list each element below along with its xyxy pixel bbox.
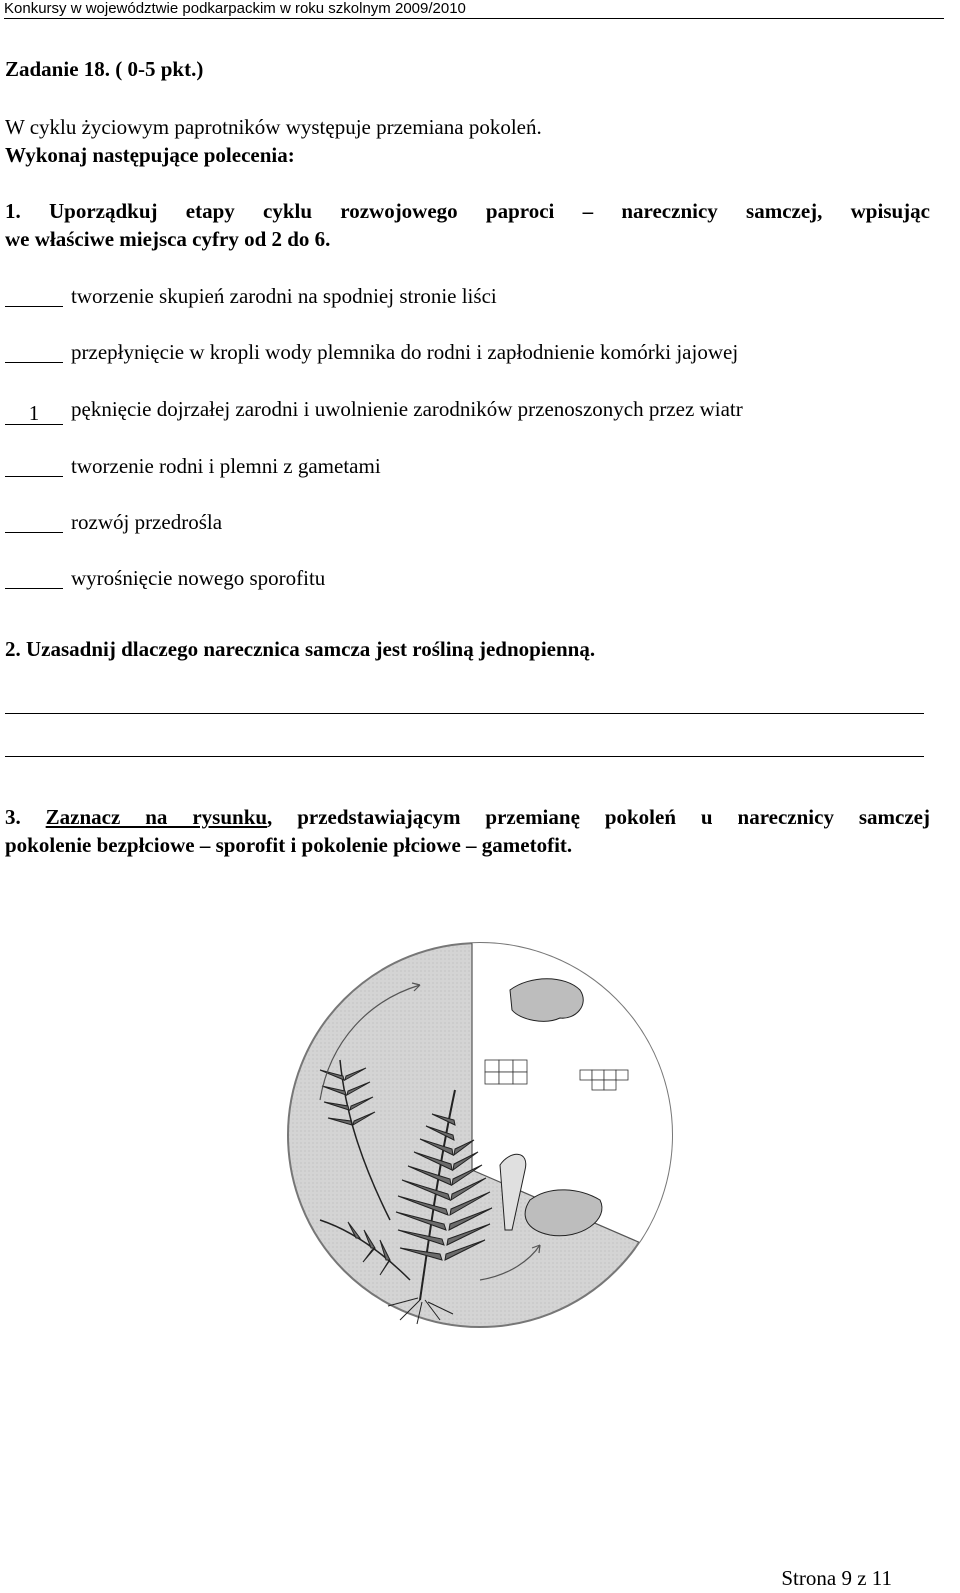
q3-prompt-line2: pokolenie bezpłciowe – sporofit i pokolenie płciowe – gametofit. (5, 833, 573, 857)
list-item-text: przepłynięcie w kropli wody plemnika do rodni i zapłodnienie komórki jajowej (71, 340, 739, 364)
q3-prompt-line1: 3. Zaznacz na rysunku, przedstawiającym przemianę pokoleń u narecznicy samczej (5, 805, 930, 829)
task-instruction: Wykonaj następujące polecenia: (5, 143, 295, 167)
list-item-text: rozwój przedrośla (71, 510, 223, 534)
page-number: Strona 9 z 11 (781, 1566, 892, 1590)
answer-blank[interactable] (5, 508, 63, 533)
q3-underlined: Zaznacz na rysunku (45, 805, 268, 829)
list-item-text: tworzenie rodni i plemni z gametami (71, 454, 381, 478)
answer-blank[interactable] (5, 338, 63, 363)
answer-line[interactable] (5, 756, 924, 757)
list-item-text: pęknięcie dojrzałej zarodni i uwolnienie zarodników przenoszonych przez wiatr (71, 397, 743, 421)
fern-life-cycle-illustration[interactable] (280, 930, 680, 1330)
page-header: Konkursy w województwie podkarpackim w roku szkolnym 2009/2010 (4, 0, 944, 19)
list-item-text: tworzenie skupień zarodni na spodniej stronie liści (71, 284, 497, 308)
answer-blank[interactable]: 1 (5, 400, 63, 425)
list-item (5, 508, 222, 535)
list-item (5, 338, 738, 365)
answer-line[interactable] (5, 713, 924, 714)
task-title: Zadanie 18. ( 0-5 pkt.) (5, 57, 204, 81)
list-item (5, 452, 381, 479)
answer-blank[interactable] (5, 564, 63, 589)
q1-prompt-line1: 1. Uporządkuj etapy cyklu rozwojowego paproci – narecznicy samczej, wpisując (5, 199, 930, 223)
task-intro: W cyklu życiowym paprotników występuje przemiana pokoleń. (5, 115, 542, 139)
list-item-text: wyrośnięcie nowego sporofitu (71, 566, 326, 590)
list-item (5, 282, 497, 309)
q1-prompt-line2: we właściwe miejsca cyfry od 2 do 6. (5, 227, 331, 251)
answer-blank[interactable] (5, 452, 63, 477)
q2-prompt: 2. Uzasadnij dlaczego narecznica samcza jest rośliną jednopienną. (5, 637, 596, 661)
list-item (5, 396, 743, 425)
list-item (5, 564, 325, 591)
answer-blank[interactable] (5, 282, 63, 307)
